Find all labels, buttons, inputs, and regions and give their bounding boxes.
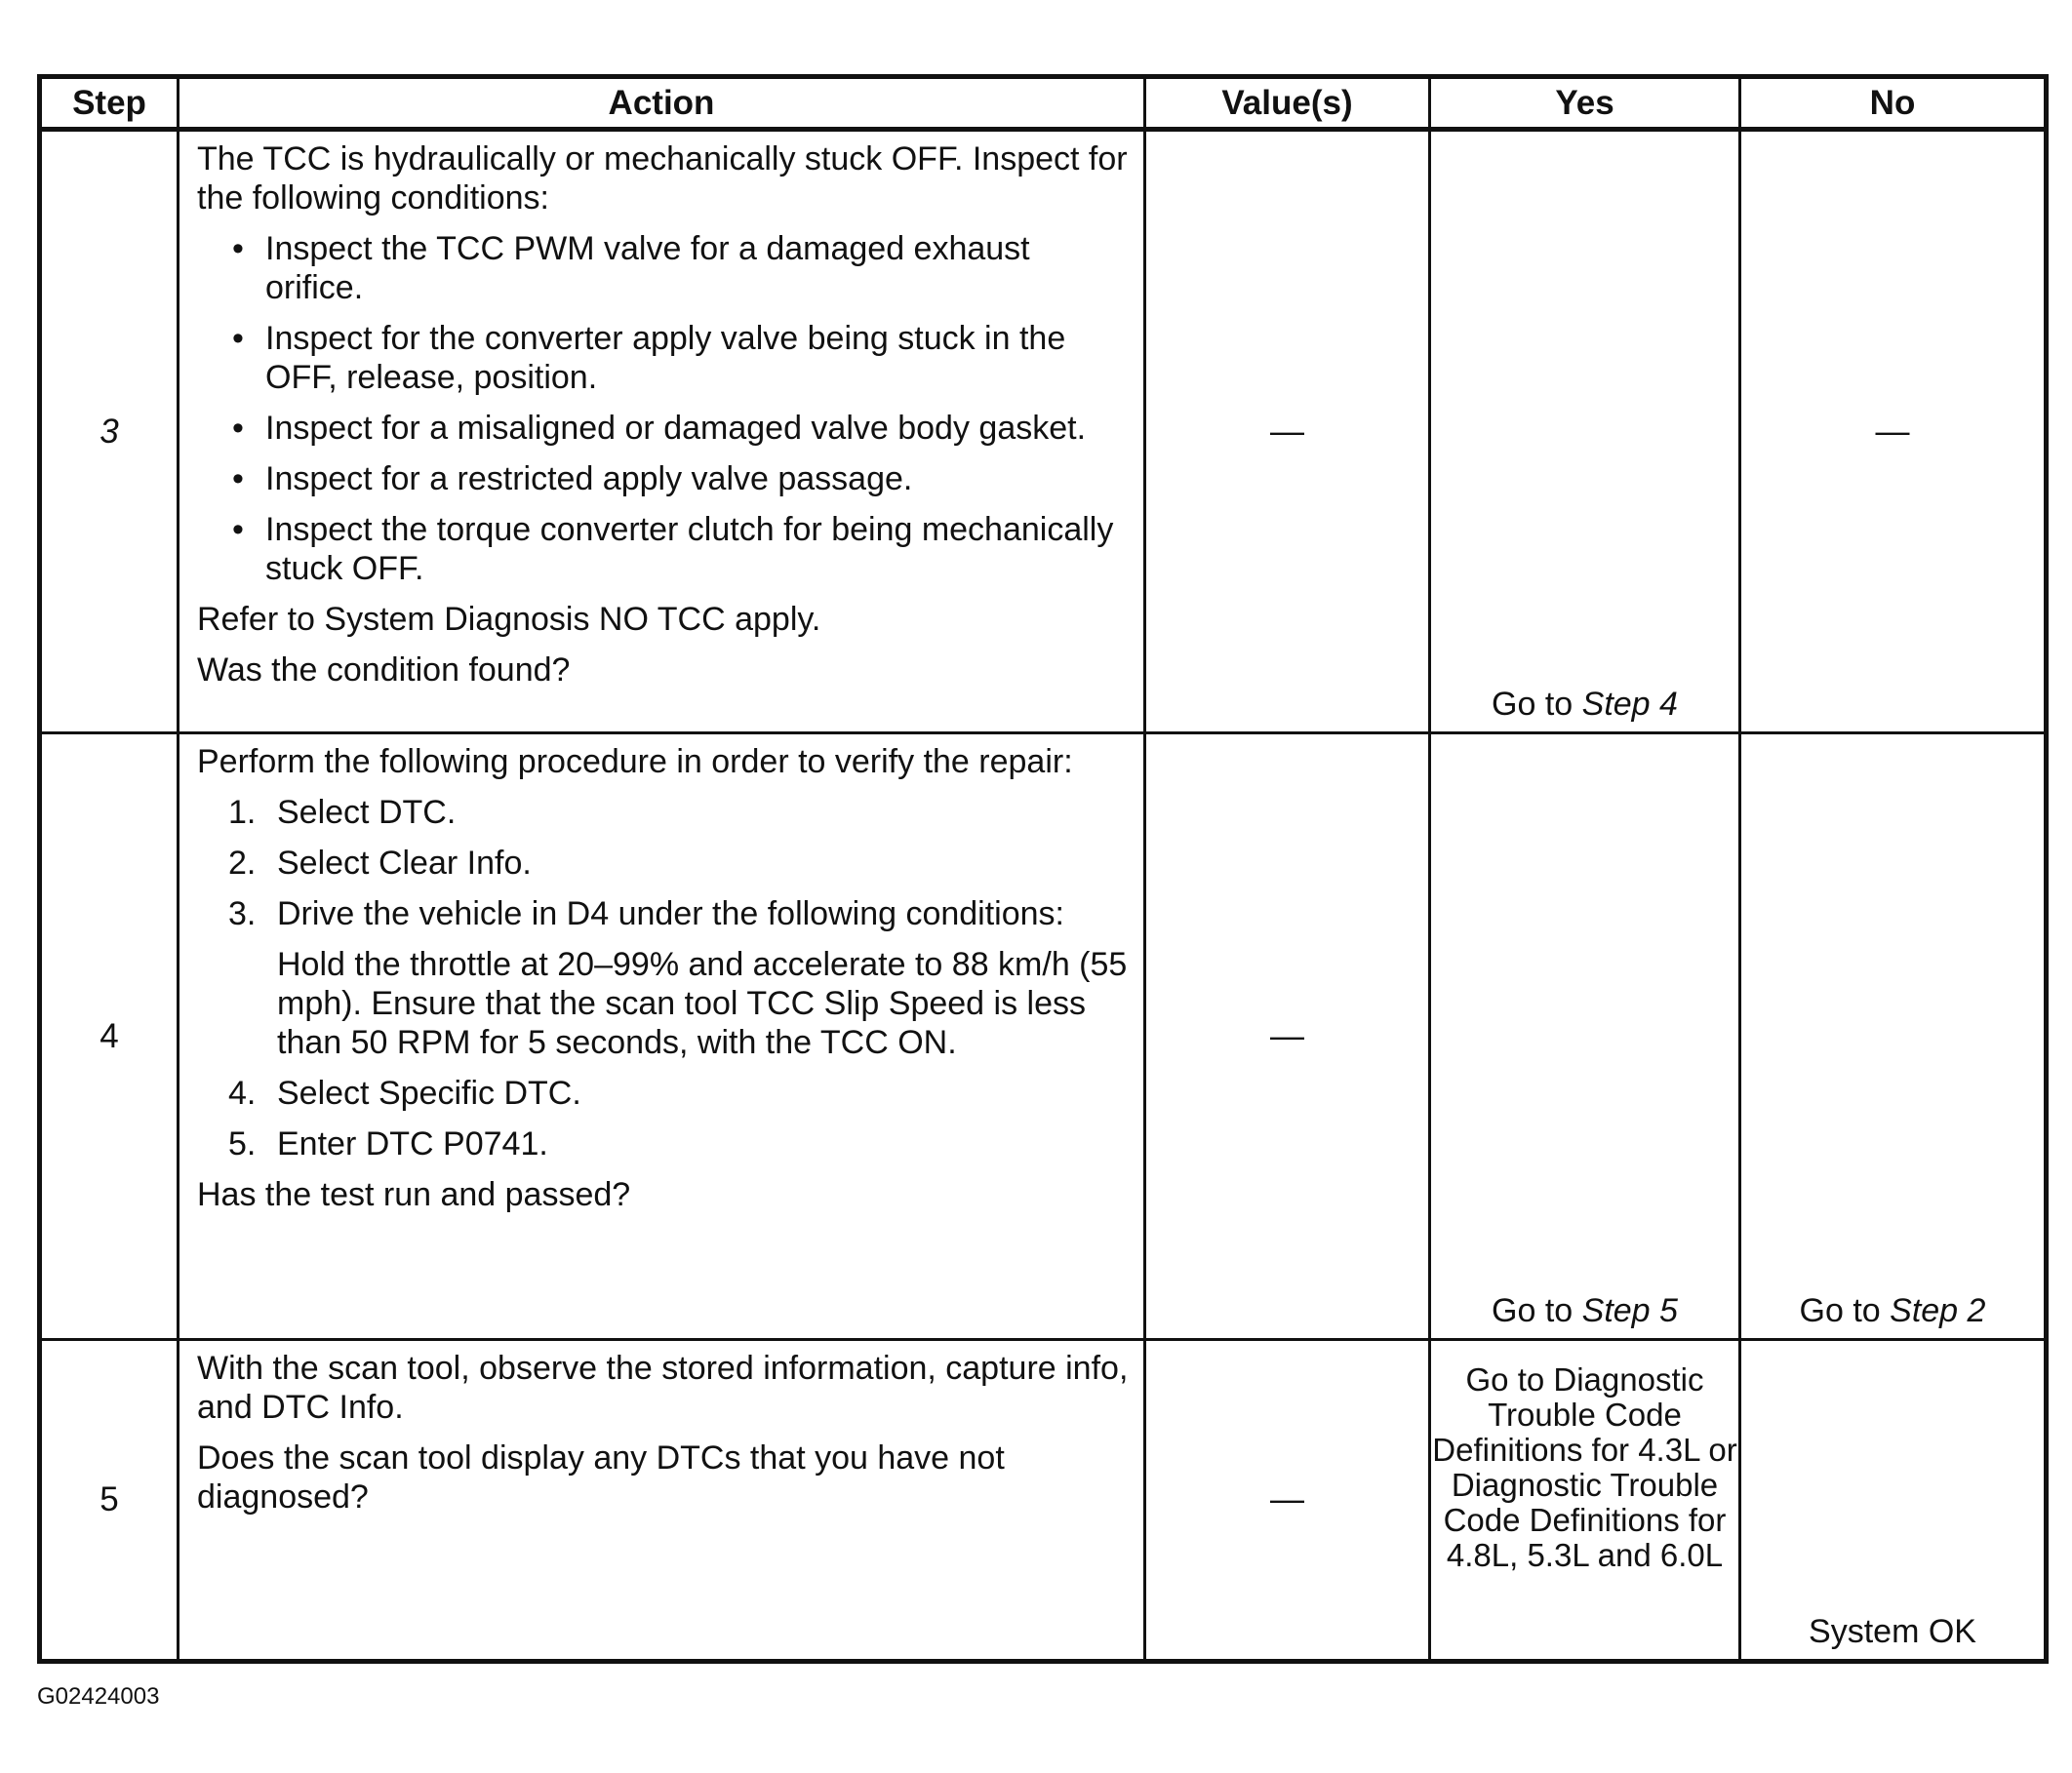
- action-intro: Perform the following procedure in order to verify the repair:: [197, 743, 1073, 780]
- yes-step-link: Step 5: [1581, 1292, 1678, 1329]
- inspection-list: [197, 229, 1132, 588]
- list-number: 3.: [228, 895, 257, 932]
- header-step: Step: [40, 77, 179, 130]
- list-item: [228, 844, 1132, 883]
- yes-prefix: Go to: [1492, 1292, 1582, 1329]
- header-values: Value(s): [1145, 77, 1430, 130]
- no-step-link: Step 2: [1890, 1292, 1986, 1329]
- action-paragraph: With the scan tool, observe the stored information, capture info, and DTC Info.: [197, 1350, 1129, 1426]
- step-number: 3: [40, 130, 179, 733]
- list-text: Select Clear Info.: [277, 845, 532, 882]
- step-number: 4: [40, 733, 179, 1340]
- list-item: • Inspect for the converter apply valve being stuck in the OFF, release, position.: [228, 319, 1132, 397]
- question-text: Does the scan tool display any DTCs that you have not diagnosed?: [197, 1439, 1005, 1516]
- action-cell: [179, 130, 1145, 733]
- list-item: • Inspect the TCC PWM valve for a damaged exhaust orifice.: [228, 229, 1132, 307]
- value-cell: —: [1145, 1340, 1430, 1662]
- procedure-list: [197, 793, 1132, 933]
- list-text: Drive the vehicle in D4 under the following conditions:: [277, 895, 1065, 932]
- table-row-step-3: [40, 130, 2047, 733]
- yes-prefix: Go to: [1492, 686, 1582, 723]
- list-item: • Inspect for a misaligned or damaged valve body gasket.: [228, 409, 1132, 448]
- no-prefix: Go to: [1799, 1292, 1891, 1329]
- value-cell: —: [1145, 130, 1430, 733]
- no-cell: System OK: [1740, 1340, 2047, 1662]
- header-row: [40, 77, 2047, 130]
- yes-step-link: Step 4: [1581, 686, 1678, 723]
- action-cell: [179, 733, 1145, 1340]
- value-cell: —: [1145, 733, 1430, 1340]
- question-text: Was the condition found?: [197, 651, 571, 689]
- list-item: • Inspect the torque converter clutch for being mechanically stuck OFF.: [228, 510, 1132, 588]
- no-cell: [1740, 733, 2047, 1340]
- list-number: 5.: [228, 1125, 257, 1162]
- drive-conditions: Hold the throttle at 20–99% and accelerate to 88 km/h (55 mph). Ensure that the scan tool TCC Slip Speed is less than 50 RPM for 5 seconds, with the TCC ON.: [277, 946, 1128, 1061]
- header-yes: Yes: [1430, 77, 1740, 130]
- table-row-step-5: [40, 1340, 2047, 1662]
- question-text: Has the test run and passed?: [197, 1176, 631, 1213]
- list-number: 1.: [228, 794, 257, 831]
- list-text: Select DTC.: [277, 794, 457, 831]
- table-row-step-4: [40, 733, 2047, 1340]
- list-item: [228, 894, 1132, 933]
- header-action: Action: [179, 77, 1145, 130]
- list-item: • Inspect for a restricted apply valve passage.: [228, 459, 1132, 498]
- list-text: Enter DTC P0741.: [277, 1125, 548, 1162]
- procedure-list-continued: [197, 1074, 1132, 1163]
- yes-cell: [1430, 130, 1740, 733]
- list-text: Select Specific DTC.: [277, 1075, 581, 1112]
- list-item: [228, 793, 1132, 832]
- action-cell: [179, 1340, 1145, 1662]
- list-number: 4.: [228, 1075, 257, 1112]
- header-no: No: [1740, 77, 2047, 130]
- list-number: 2.: [228, 845, 257, 882]
- yes-cell: [1430, 733, 1740, 1340]
- step-number: 5: [40, 1340, 179, 1662]
- figure-id: G02424003: [37, 1683, 160, 1710]
- no-cell: —: [1740, 130, 2047, 733]
- refer-text: Refer to System Diagnosis NO TCC apply.: [197, 601, 821, 638]
- yes-cell: Go to Diagnostic Trouble Code Definitions for 4.3L or Diagnostic Trouble Code Definitions for 4.8L, 5.3L and 6.0L: [1430, 1340, 1740, 1662]
- action-intro: The TCC is hydraulically or mechanically stuck OFF. Inspect for the following conditions:: [197, 140, 1128, 217]
- list-item: [228, 1074, 1132, 1113]
- diagnostic-table: [37, 74, 2049, 1664]
- list-item: [228, 1124, 1132, 1163]
